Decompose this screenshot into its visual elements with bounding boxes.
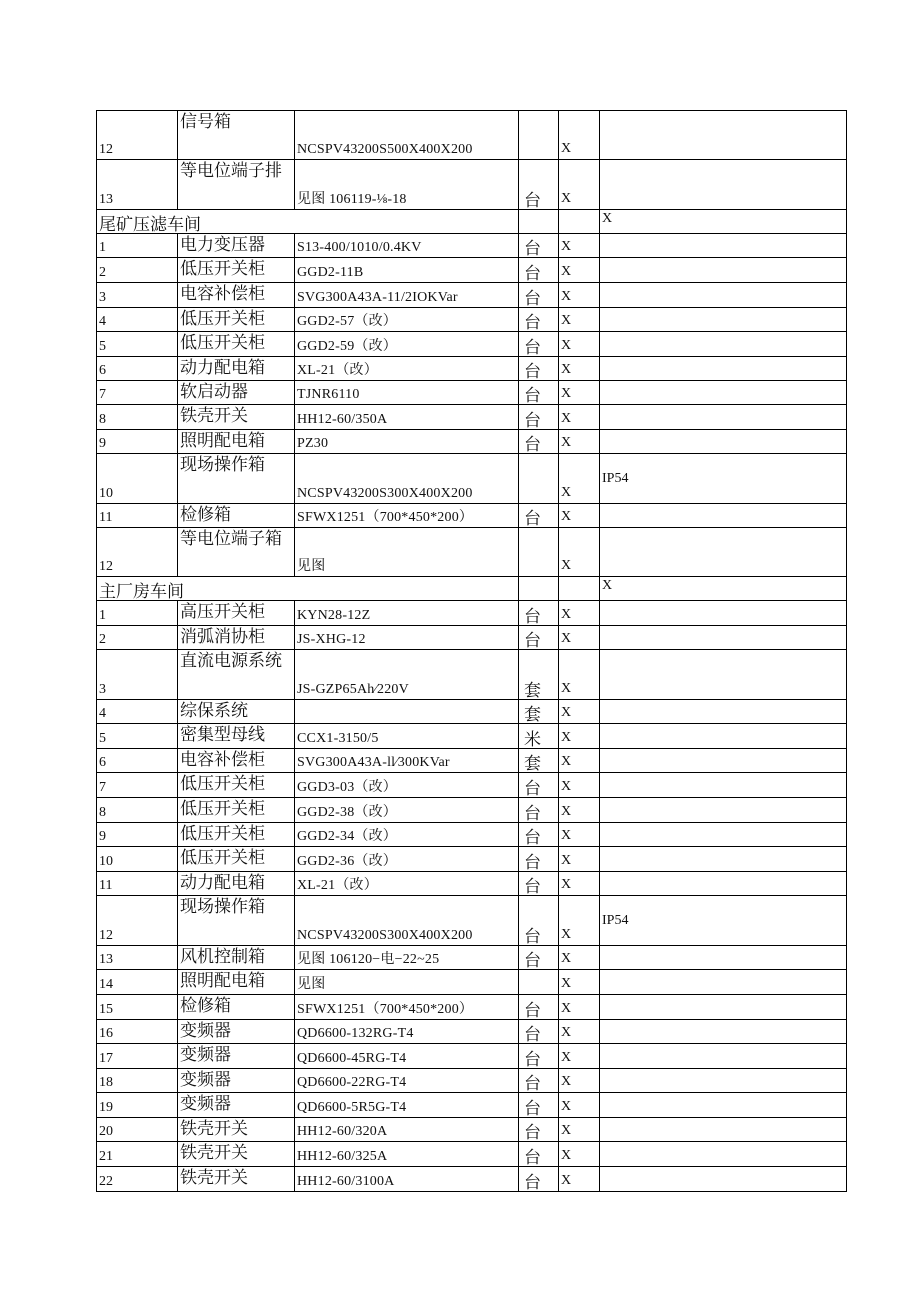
- remark: [600, 995, 847, 1020]
- row-number: 8: [97, 798, 178, 823]
- model-spec: QD6600-22RG-T4: [295, 1069, 519, 1093]
- unit: 台: [519, 381, 559, 405]
- equipment-name: 低压开关柜: [178, 823, 295, 847]
- row-number: 21: [97, 1142, 178, 1167]
- check-mark: X: [559, 1044, 600, 1069]
- equipment-name: 照明配电箱: [178, 970, 295, 995]
- remark: [600, 650, 847, 700]
- unit: 套: [519, 650, 559, 700]
- table-row: [97, 823, 847, 847]
- unit: 台: [519, 823, 559, 847]
- check-mark: X: [559, 872, 600, 896]
- unit: 台: [519, 1044, 559, 1069]
- table-row: [97, 111, 847, 160]
- equipment-name: 检修箱: [178, 995, 295, 1020]
- unit: 台: [519, 1069, 559, 1093]
- unit: 台: [519, 1020, 559, 1044]
- equipment-name: 低压开关柜: [178, 847, 295, 872]
- remark: [600, 946, 847, 970]
- equipment-name: 照明配电箱: [178, 430, 295, 454]
- table-row: [97, 773, 847, 798]
- check-mark: X: [559, 528, 600, 577]
- model-spec: S13-400/1010/0.4KV: [295, 234, 519, 258]
- row-number: 12: [97, 528, 178, 577]
- check-mark: X: [559, 381, 600, 405]
- unit: 台: [519, 504, 559, 528]
- remark: [600, 601, 847, 626]
- row-number: 2: [97, 258, 178, 283]
- equipment-name: 铁壳开关: [178, 1167, 295, 1192]
- row-number: 5: [97, 724, 178, 749]
- model-spec: SVG300A43A-11/2IOKVar: [295, 283, 519, 308]
- check-mark: X: [559, 995, 600, 1020]
- unit: 台: [519, 896, 559, 946]
- check-mark: X: [559, 332, 600, 357]
- row-number: 14: [97, 970, 178, 995]
- table-row: [97, 528, 847, 577]
- table-row: [97, 454, 847, 504]
- equipment-name: 动力配电箱: [178, 357, 295, 381]
- equipment-name: 综保系统: [178, 700, 295, 724]
- check-mark: X: [559, 111, 600, 160]
- table-row: [97, 1069, 847, 1093]
- table-row: [97, 234, 847, 258]
- unit: 台: [519, 847, 559, 872]
- table-row: [97, 749, 847, 773]
- model-spec: XL-21（改）: [295, 357, 519, 381]
- remark: [600, 234, 847, 258]
- remark: [600, 528, 847, 577]
- table-row: [97, 626, 847, 650]
- row-number: 17: [97, 1044, 178, 1069]
- row-number: 6: [97, 357, 178, 381]
- model-spec: JS-GZP65Ah∕220V: [295, 650, 519, 700]
- equipment-table-body: [97, 111, 847, 1192]
- model-spec: 见图 106120−电−22~25: [295, 946, 519, 970]
- remark: [600, 1020, 847, 1044]
- check-mark: X: [559, 258, 600, 283]
- check-mark: X: [559, 1167, 600, 1192]
- unit: 台: [519, 995, 559, 1020]
- section-header-row: [97, 577, 847, 601]
- model-spec: NCSPV43200S500X400X200: [295, 111, 519, 160]
- check-mark: X: [559, 724, 600, 749]
- equipment-name: 动力配电箱: [178, 872, 295, 896]
- row-number: 20: [97, 1118, 178, 1142]
- unit: 台: [519, 160, 559, 210]
- row-number: 9: [97, 430, 178, 454]
- table-row: [97, 724, 847, 749]
- unit: 台: [519, 601, 559, 626]
- model-spec: QD6600-132RG-T4: [295, 1020, 519, 1044]
- mark-cell: [559, 577, 600, 601]
- equipment-name: 低压开关柜: [178, 308, 295, 332]
- row-number: 15: [97, 995, 178, 1020]
- equipment-name: 信号箱: [178, 111, 295, 160]
- unit-cell: [519, 577, 559, 601]
- remark: IP54: [600, 454, 847, 504]
- check-mark: X: [559, 700, 600, 724]
- remark: [600, 405, 847, 430]
- remark: [600, 504, 847, 528]
- check-mark: X: [559, 234, 600, 258]
- row-number: 10: [97, 454, 178, 504]
- model-spec: HH12-60/3100A: [295, 1167, 519, 1192]
- remark: [600, 111, 847, 160]
- unit: [519, 970, 559, 995]
- equipment-name: 铁壳开关: [178, 405, 295, 430]
- unit: 台: [519, 1093, 559, 1118]
- section-title: 尾矿压滤车间: [97, 210, 519, 234]
- check-mark: X: [559, 798, 600, 823]
- table-row: [97, 1044, 847, 1069]
- check-mark: X: [559, 773, 600, 798]
- table-row: [97, 896, 847, 946]
- table-row: [97, 1142, 847, 1167]
- remark: [600, 430, 847, 454]
- remark: [600, 798, 847, 823]
- row-number: 19: [97, 1093, 178, 1118]
- remark: [600, 724, 847, 749]
- row-number: 10: [97, 847, 178, 872]
- table-row: [97, 872, 847, 896]
- model-spec: KYN28-12Z: [295, 601, 519, 626]
- unit: 台: [519, 1142, 559, 1167]
- check-mark: X: [559, 1069, 600, 1093]
- check-mark: X: [559, 1020, 600, 1044]
- row-number: 4: [97, 700, 178, 724]
- check-mark: X: [559, 405, 600, 430]
- unit: 台: [519, 773, 559, 798]
- equipment-name: 变频器: [178, 1093, 295, 1118]
- model-spec: SFWX1251（700*450*200）: [295, 504, 519, 528]
- table-row: [97, 332, 847, 357]
- model-spec: PZ30: [295, 430, 519, 454]
- remark: [600, 1167, 847, 1192]
- check-mark: X: [559, 626, 600, 650]
- model-spec: HH12-60/320A: [295, 1118, 519, 1142]
- unit: 台: [519, 430, 559, 454]
- row-number: 5: [97, 332, 178, 357]
- equipment-name: 低压开关柜: [178, 798, 295, 823]
- table-row: [97, 504, 847, 528]
- remark: [600, 381, 847, 405]
- equipment-name: 变频器: [178, 1069, 295, 1093]
- table-row: [97, 700, 847, 724]
- table-row: [97, 381, 847, 405]
- section-mark: X: [600, 577, 847, 601]
- unit: [519, 111, 559, 160]
- equipment-name: 检修箱: [178, 504, 295, 528]
- section-title: 主厂房车间: [97, 577, 519, 601]
- row-number: 3: [97, 283, 178, 308]
- model-spec: NCSPV43200S300X400X200: [295, 896, 519, 946]
- equipment-table: [96, 110, 847, 1192]
- remark: [600, 357, 847, 381]
- check-mark: X: [559, 430, 600, 454]
- row-number: 11: [97, 504, 178, 528]
- remark: [600, 970, 847, 995]
- unit: 台: [519, 332, 559, 357]
- equipment-name: 软启动器: [178, 381, 295, 405]
- equipment-name: 低压开关柜: [178, 258, 295, 283]
- unit: 米: [519, 724, 559, 749]
- remark: [600, 626, 847, 650]
- model-spec: GGD2-59（改）: [295, 332, 519, 357]
- row-number: 11: [97, 872, 178, 896]
- model-spec: SFWX1251（700*450*200）: [295, 995, 519, 1020]
- check-mark: X: [559, 1093, 600, 1118]
- equipment-name: 低压开关柜: [178, 332, 295, 357]
- check-mark: X: [559, 970, 600, 995]
- check-mark: X: [559, 601, 600, 626]
- equipment-name: 现场操作箱: [178, 896, 295, 946]
- remark: IP54: [600, 896, 847, 946]
- table-row: [97, 995, 847, 1020]
- model-spec: 见图 106119-⅛-18: [295, 160, 519, 210]
- model-spec: HH12-60/350A: [295, 405, 519, 430]
- remark: [600, 1142, 847, 1167]
- check-mark: X: [559, 357, 600, 381]
- row-number: 18: [97, 1069, 178, 1093]
- check-mark: X: [559, 847, 600, 872]
- equipment-name: 风机控制箱: [178, 946, 295, 970]
- model-spec: QD6600-5R5G-T4: [295, 1093, 519, 1118]
- table-row: [97, 357, 847, 381]
- remark: [600, 1044, 847, 1069]
- table-row: [97, 1167, 847, 1192]
- check-mark: X: [559, 308, 600, 332]
- remark: [600, 332, 847, 357]
- row-number: 8: [97, 405, 178, 430]
- remark: [600, 160, 847, 210]
- row-number: 6: [97, 749, 178, 773]
- table-row: [97, 650, 847, 700]
- equipment-name: 铁壳开关: [178, 1142, 295, 1167]
- equipment-name: 电容补偿柜: [178, 283, 295, 308]
- model-spec: GGD2-34（改）: [295, 823, 519, 847]
- unit: 台: [519, 946, 559, 970]
- remark: [600, 872, 847, 896]
- unit: 套: [519, 700, 559, 724]
- check-mark: X: [559, 1118, 600, 1142]
- row-number: 13: [97, 946, 178, 970]
- equipment-name: 变频器: [178, 1020, 295, 1044]
- table-row: [97, 405, 847, 430]
- check-mark: X: [559, 823, 600, 847]
- unit: 台: [519, 357, 559, 381]
- unit: 台: [519, 283, 559, 308]
- unit: 台: [519, 258, 559, 283]
- row-number: 4: [97, 308, 178, 332]
- model-spec: SVG300A43A-ll∕300KVar: [295, 749, 519, 773]
- model-spec: TJNR6110: [295, 381, 519, 405]
- remark: [600, 283, 847, 308]
- row-number: 12: [97, 896, 178, 946]
- equipment-name: 等电位端子箱: [178, 528, 295, 577]
- equipment-name: 低压开关柜: [178, 773, 295, 798]
- table-row: [97, 1020, 847, 1044]
- table-row: [97, 308, 847, 332]
- unit: 台: [519, 1167, 559, 1192]
- equipment-name: 直流电源系统: [178, 650, 295, 700]
- model-spec: CCX1-3150/5: [295, 724, 519, 749]
- row-number: 22: [97, 1167, 178, 1192]
- check-mark: X: [559, 454, 600, 504]
- table-row: [97, 258, 847, 283]
- remark: [600, 1118, 847, 1142]
- model-spec: NCSPV43200S300X400X200: [295, 454, 519, 504]
- unit: 台: [519, 234, 559, 258]
- row-number: 12: [97, 111, 178, 160]
- unit: [519, 454, 559, 504]
- model-spec: HH12-60/325A: [295, 1142, 519, 1167]
- unit: [519, 528, 559, 577]
- check-mark: X: [559, 504, 600, 528]
- row-number: 1: [97, 234, 178, 258]
- table-row: [97, 946, 847, 970]
- check-mark: X: [559, 160, 600, 210]
- check-mark: X: [559, 1142, 600, 1167]
- equipment-name: 高压开关柜: [178, 601, 295, 626]
- remark: [600, 700, 847, 724]
- remark: [600, 773, 847, 798]
- table-row: [97, 601, 847, 626]
- model-spec: QD6600-45RG-T4: [295, 1044, 519, 1069]
- check-mark: X: [559, 650, 600, 700]
- table-row: [97, 160, 847, 210]
- equipment-name: 变频器: [178, 1044, 295, 1069]
- section-header-row: [97, 210, 847, 234]
- row-number: 3: [97, 650, 178, 700]
- remark: [600, 1093, 847, 1118]
- unit: 台: [519, 308, 559, 332]
- model-spec: 见图: [295, 970, 519, 995]
- row-number: 7: [97, 773, 178, 798]
- model-spec: [295, 700, 519, 724]
- remark: [600, 308, 847, 332]
- check-mark: X: [559, 896, 600, 946]
- check-mark: X: [559, 749, 600, 773]
- remark: [600, 823, 847, 847]
- model-spec: GGD2-38（改）: [295, 798, 519, 823]
- unit: 台: [519, 626, 559, 650]
- table-row: [97, 1093, 847, 1118]
- row-number: 7: [97, 381, 178, 405]
- unit: 台: [519, 1118, 559, 1142]
- unit: 台: [519, 872, 559, 896]
- unit: 套: [519, 749, 559, 773]
- model-spec: GGD2-36（改）: [295, 847, 519, 872]
- row-number: 2: [97, 626, 178, 650]
- model-spec: GGD2-57（改）: [295, 308, 519, 332]
- model-spec: GGD2-11B: [295, 258, 519, 283]
- model-spec: GGD3-03（改）: [295, 773, 519, 798]
- section-mark: X: [600, 210, 847, 234]
- unit-cell: [519, 210, 559, 234]
- unit: 台: [519, 405, 559, 430]
- remark: [600, 749, 847, 773]
- table-row: [97, 430, 847, 454]
- model-spec: JS-XHG-12: [295, 626, 519, 650]
- equipment-name: 电力变压器: [178, 234, 295, 258]
- table-row: [97, 798, 847, 823]
- equipment-name: 现场操作箱: [178, 454, 295, 504]
- table-row: [97, 847, 847, 872]
- remark: [600, 1069, 847, 1093]
- check-mark: X: [559, 283, 600, 308]
- remark: [600, 847, 847, 872]
- table-row: [97, 970, 847, 995]
- equipment-name: 消弧消协柜: [178, 626, 295, 650]
- equipment-name: 密集型母线: [178, 724, 295, 749]
- mark-cell: [559, 210, 600, 234]
- remark: [600, 258, 847, 283]
- row-number: 13: [97, 160, 178, 210]
- model-spec: 见图: [295, 528, 519, 577]
- row-number: 16: [97, 1020, 178, 1044]
- row-number: 1: [97, 601, 178, 626]
- equipment-name: 等电位端子排: [178, 160, 295, 210]
- unit: 台: [519, 798, 559, 823]
- model-spec: XL-21（改）: [295, 872, 519, 896]
- equipment-name: 电容补偿柜: [178, 749, 295, 773]
- check-mark: X: [559, 946, 600, 970]
- table-row: [97, 1118, 847, 1142]
- row-number: 9: [97, 823, 178, 847]
- equipment-name: 铁壳开关: [178, 1118, 295, 1142]
- table-row: [97, 283, 847, 308]
